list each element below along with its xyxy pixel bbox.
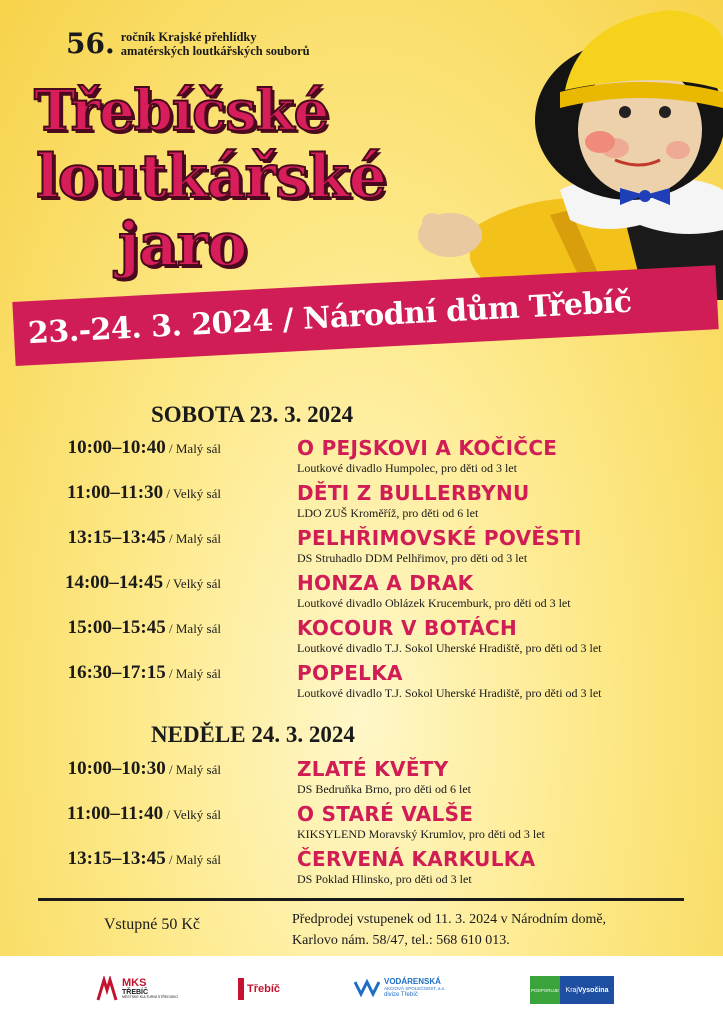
schedule-row — [0, 848, 723, 892]
hall-label: / Velký sál — [163, 807, 221, 822]
time-range: 13:15–13:45 — [67, 848, 166, 869]
presale-info — [292, 909, 606, 951]
trebic-name: Třebíč — [247, 983, 281, 995]
show-company — [297, 506, 478, 521]
schedule-row — [0, 482, 723, 526]
schedule-row — [0, 758, 723, 802]
trebic-mark-icon — [238, 978, 244, 1000]
mks-tiny: MĚSTSKÉ KULTURNÍ STŘEDISKO — [122, 995, 179, 1000]
hall-label: / Malý sál — [165, 621, 221, 636]
show-company — [297, 596, 571, 611]
company-name: DS Poklad Hlinsko — [297, 872, 390, 886]
schedule-row — [0, 803, 723, 847]
show-title: O PEJSKOVI A KOČIČCE — [297, 436, 558, 460]
hall-label: / Malý sál — [165, 666, 221, 681]
trebic-logo — [238, 978, 280, 1000]
schedule-row — [0, 527, 723, 571]
show-company — [297, 551, 527, 566]
hall-label: / Malý sál — [165, 762, 221, 777]
hall-label: / Velký sál — [163, 486, 221, 501]
hall-label: / Velký sál — [163, 576, 221, 591]
show-time — [65, 572, 221, 594]
show-time — [68, 527, 221, 549]
edition-header — [66, 27, 310, 60]
mks-mark-icon — [96, 976, 118, 1002]
show-company — [297, 686, 602, 701]
time-range: 10:00–10:30 — [67, 758, 166, 779]
show-company — [297, 872, 472, 887]
title-line2: loutkářské — [36, 142, 386, 212]
vas-sub2: divize Třebíč — [384, 991, 418, 998]
time-range: 15:00–15:45 — [67, 617, 166, 638]
day-heading-saturday: SOBOTA 23. 3. 2024 — [151, 402, 354, 427]
time-range: 11:00–11:30 — [67, 482, 164, 503]
show-title: DĚTI Z BULLERBYNU — [297, 481, 530, 505]
show-time — [67, 803, 221, 825]
show-time — [67, 482, 221, 504]
show-company — [297, 461, 517, 476]
show-title: PELHŘIMOVSKÉ POVĚSTI — [297, 526, 582, 550]
time-range: 13:15–13:45 — [67, 527, 166, 548]
vysocina-name — [560, 976, 614, 1004]
footer-divider — [38, 898, 684, 901]
vas-logo — [354, 978, 445, 998]
mks-logo — [96, 976, 178, 1002]
show-time — [68, 662, 221, 684]
company-name: Loutkové divadlo T.J. Sokol Uherské Hradiště — [297, 686, 520, 700]
show-time — [68, 848, 221, 870]
company-name: DS Bedruňka Brno — [297, 782, 389, 796]
schedule-row — [0, 437, 723, 481]
hall-label: / Malý sál — [165, 531, 221, 546]
puppet-illustration — [410, 0, 723, 300]
title-line1: Třebíčské — [34, 78, 329, 144]
age-note: , pro děti od 3 let — [519, 686, 602, 700]
show-company — [297, 641, 602, 656]
vas-name: VODÁRENSKÁ — [384, 977, 441, 986]
time-range: 10:00–10:40 — [67, 437, 166, 458]
time-range: 14:00–14:45 — [64, 572, 164, 593]
show-title: KOCOUR V BOTÁCH — [297, 616, 518, 640]
schedule-row — [0, 617, 723, 661]
time-range: 11:00–11:40 — [67, 803, 164, 824]
schedule-row — [0, 662, 723, 706]
show-title: POPELKA — [297, 661, 403, 685]
banner-text: 23.-24. 3. 2024 / Národní dům Třebíč — [27, 284, 633, 351]
show-time — [68, 758, 221, 780]
vas-sub: AKCIOVÁ SPOLEČNOST, a.s. — [384, 985, 446, 991]
presale-line2: Karlovo nám. 58/47, tel.: 568 610 013. — [292, 933, 510, 948]
entry-fee: Vstupné 50 Kč — [104, 916, 200, 933]
presale-line1: Předprodej vstupenek od 11. 3. 2024 v Národním domě, — [292, 912, 607, 927]
show-company — [297, 782, 471, 797]
show-title: ČERVENÁ KARKULKA — [297, 847, 536, 871]
edition-number: 56. — [66, 27, 115, 60]
company-name: Loutkové divadlo Oblázek Krucemburk — [297, 596, 489, 610]
age-note: , pro děti od 6 let — [396, 506, 479, 520]
age-note: , pro děti od 3 let — [389, 872, 472, 886]
hall-label: / Malý sál — [165, 441, 221, 456]
show-title: ZLATÉ KVĚTY — [297, 757, 449, 781]
company-name: Loutkové divadlo T.J. Sokol Uherské Hradiště — [297, 641, 520, 655]
show-company — [297, 827, 545, 842]
vysocina-region: Vysočina — [577, 986, 609, 994]
company-name: KIKSYLEND Moravský Krumlov — [297, 827, 463, 841]
edition-line2: amatérských loutkářských souborů — [120, 44, 310, 58]
time-range: 16:30–17:15 — [67, 662, 166, 683]
age-note: , pro děti od 3 let — [434, 461, 517, 475]
day-heading-sunday: NEDĚLE 24. 3. 2024 — [151, 722, 355, 747]
show-time — [68, 437, 221, 459]
sponsor-logos — [0, 956, 723, 1024]
age-note: , pro děti od 6 let — [389, 782, 471, 796]
edition-line1: ročník Krajské přehlídky — [120, 30, 257, 44]
vysocina-support: PODPORUJE — [530, 976, 560, 1004]
mks-name: MKS — [122, 977, 147, 990]
company-name: DS Struhadlo DDM Pelhřimov — [297, 551, 446, 565]
show-time — [68, 617, 221, 639]
age-note: , pro děti od 3 let — [462, 827, 545, 841]
mks-sub: TŘEBÍČ — [122, 989, 149, 997]
age-note: , pro děti od 3 let — [488, 596, 571, 610]
company-name: LDO ZUŠ Kroměříž — [297, 506, 397, 520]
vysocina-logo — [530, 976, 614, 1004]
vysocina-kraj: Kraj — [565, 986, 578, 994]
wave-icon — [354, 978, 380, 998]
show-title: O STARÉ VALŠE — [297, 802, 474, 826]
show-title: HONZA A DRAK — [297, 571, 474, 595]
edition-text — [121, 30, 310, 58]
age-note: , pro děti od 3 let — [519, 641, 602, 655]
title-line3: jaro — [118, 210, 247, 280]
date-banner — [12, 265, 718, 366]
hall-label: / Malý sál — [165, 852, 221, 867]
schedule-row — [0, 572, 723, 616]
age-note: , pro děti od 3 let — [445, 551, 528, 565]
company-name: Loutkové divadlo Humpolec — [297, 461, 435, 475]
